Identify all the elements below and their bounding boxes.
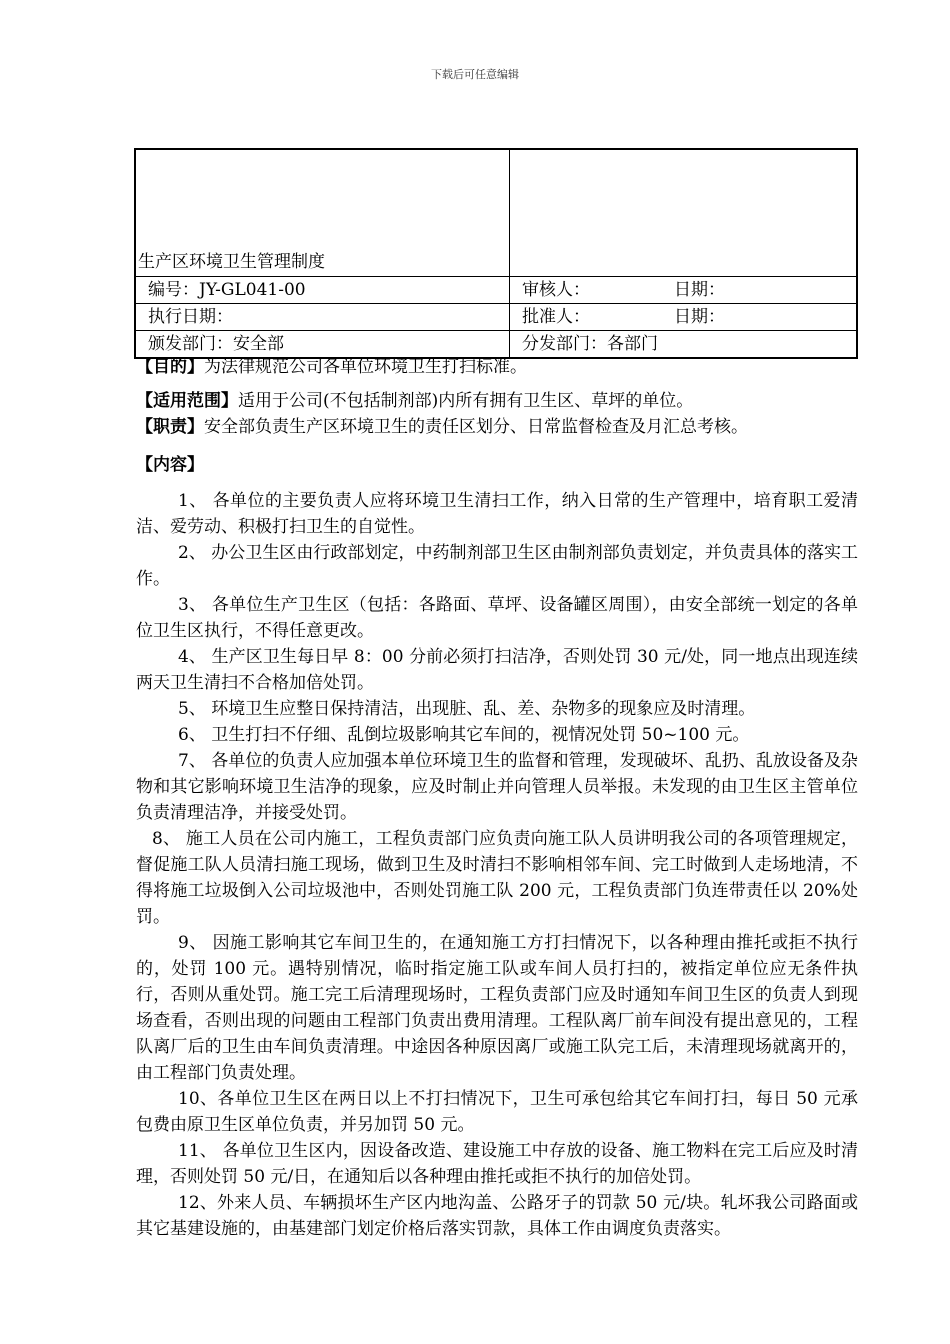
approve-date-label: 日期： [674, 307, 725, 327]
list-item: 7、 各单位的负责人应加强本单位环境卫生的监督和管理，发现破坏、乱扔、乱放设备及杂物和其它影响环境卫生洁净的现象，应及时制止并向管理人员举报。未发现的由卫生区主管单位负责清理洁净，并接受处罚。 [136, 751, 858, 823]
list-item: 9、 因施工影响其它车间卫生的，在通知施工方打扫情况下，以各种理由推托或拒不执行的，处罚 100 元。遇特别情况，临时指定施工队或车间人员打扫的，被指定单位应无条件执行，否则从重处罚。施工完工后清理现场时，工程负责部门应及时通知车间卫生区的负责人到现场查看，否则出现的问题由工程部门负责出费用清理。工程队离厂前车间没有提出意见的，工程队离厂后的卫生由车间负责清理。中途因各种原因离厂或施工队完工后，未清理现场就离开的，由工程部门负责处理。 [136, 933, 858, 1083]
list-item: 11、 各单位卫生区内，因设备改造、建设施工中存放的设备、施工物料在完工后应及时清理，否则处罚 50 元/日，在通知后以各种理由推托或拒不执行的加倍处罚。 [136, 1141, 858, 1187]
document-title: 生产区环境卫生管理制度 [135, 149, 510, 277]
list-item: 12、外来人员、车辆损坏生产区内地沟盖、公路牙子的罚款 50 元/块。轧坏我公司路面或其它基建设施的，由基建部门划定价格后落实罚款，具体工作由调度负责落实。 [136, 1193, 858, 1239]
purpose-tag: 【目的】 [136, 357, 204, 377]
issue-department: 颁发部门：安全部 [135, 331, 510, 359]
content-tag: 【内容】 [136, 455, 204, 475]
purpose-text: 为法律规范公司各单位环境卫生打扫标准。 [204, 357, 527, 377]
document-code: 编号：JY-GL041-00 [135, 277, 510, 304]
reviewer-row [510, 277, 858, 304]
list-item: 3、 各单位生产卫生区（包括：各路面、草坪、设备罐区周围），由安全部统一划定的各单位卫生区执行，不得任意更改。 [136, 595, 858, 641]
scope-text: 适用于公司(不包括制剂部)内所有拥有卫生区、草坪的单位。 [238, 391, 694, 411]
list-item: 1、 各单位的主要负责人应将环境卫生清扫工作，纳入日常的生产管理中，培育职工爱清洁、爱劳动、积极打扫卫生的自觉性。 [136, 491, 858, 537]
watermark-text: 下载后可任意编辑 [431, 68, 519, 81]
purpose-section [136, 354, 858, 380]
duty-text: 安全部负责生产区环境卫生的责任区划分、日常监督检查及月汇总考核。 [204, 417, 748, 437]
document-body [136, 354, 858, 1242]
exec-date: 执行日期： [135, 304, 510, 331]
approver-row [510, 304, 858, 331]
content-section-heading [136, 452, 858, 478]
reviewer-label: 审核人： [522, 280, 590, 300]
scope-tag: 【适用范围】 [136, 391, 238, 411]
approver-label: 批准人： [522, 307, 590, 327]
list-item: 4、 生产区卫生每日早 8：00 分前必须打扫洁净，否则处罚 30 元/处，同一地点出现连续两天卫生清扫不合格加倍处罚。 [136, 647, 858, 693]
distribution-department: 分发部门：各部门 [510, 331, 858, 359]
review-date-label: 日期： [674, 280, 725, 300]
scope-section [136, 388, 858, 414]
duty-section [136, 414, 858, 440]
blank-cell [510, 149, 858, 277]
document-header-table [134, 148, 858, 359]
list-item: 8、 施工人员在公司内施工，工程负责部门应负责向施工队人员讲明我公司的各项管理规定，督促施工队人员清扫施工现场，做到卫生及时清扫不影响相邻车间、完工时做到人走场地清，不得将施工垃圾倒入公司垃圾池中，否则处罚施工队 200 元，工程负责部门负连带责任以 20%处罚。 [136, 829, 858, 927]
duty-tag: 【职责】 [136, 417, 204, 437]
list-item: 6、 卫生打扫不仔细、乱倒垃圾影响其它车间的，视情况处罚 50~100 元。 [178, 725, 750, 745]
list-item: 10、各单位卫生区在两日以上不打扫情况下，卫生可承包给其它车间打扫，每日 50 元承包费由原卫生区单位负责，并另加罚 50 元。 [136, 1089, 858, 1135]
list-item: 2、 办公卫生区由行政部划定，中药制剂部卫生区由制剂部负责划定，并负责具体的落实工作。 [136, 543, 858, 589]
list-item: 5、 环境卫生应整日保持清洁，出现脏、乱、差、杂物多的现象应及时清理。 [178, 699, 756, 719]
